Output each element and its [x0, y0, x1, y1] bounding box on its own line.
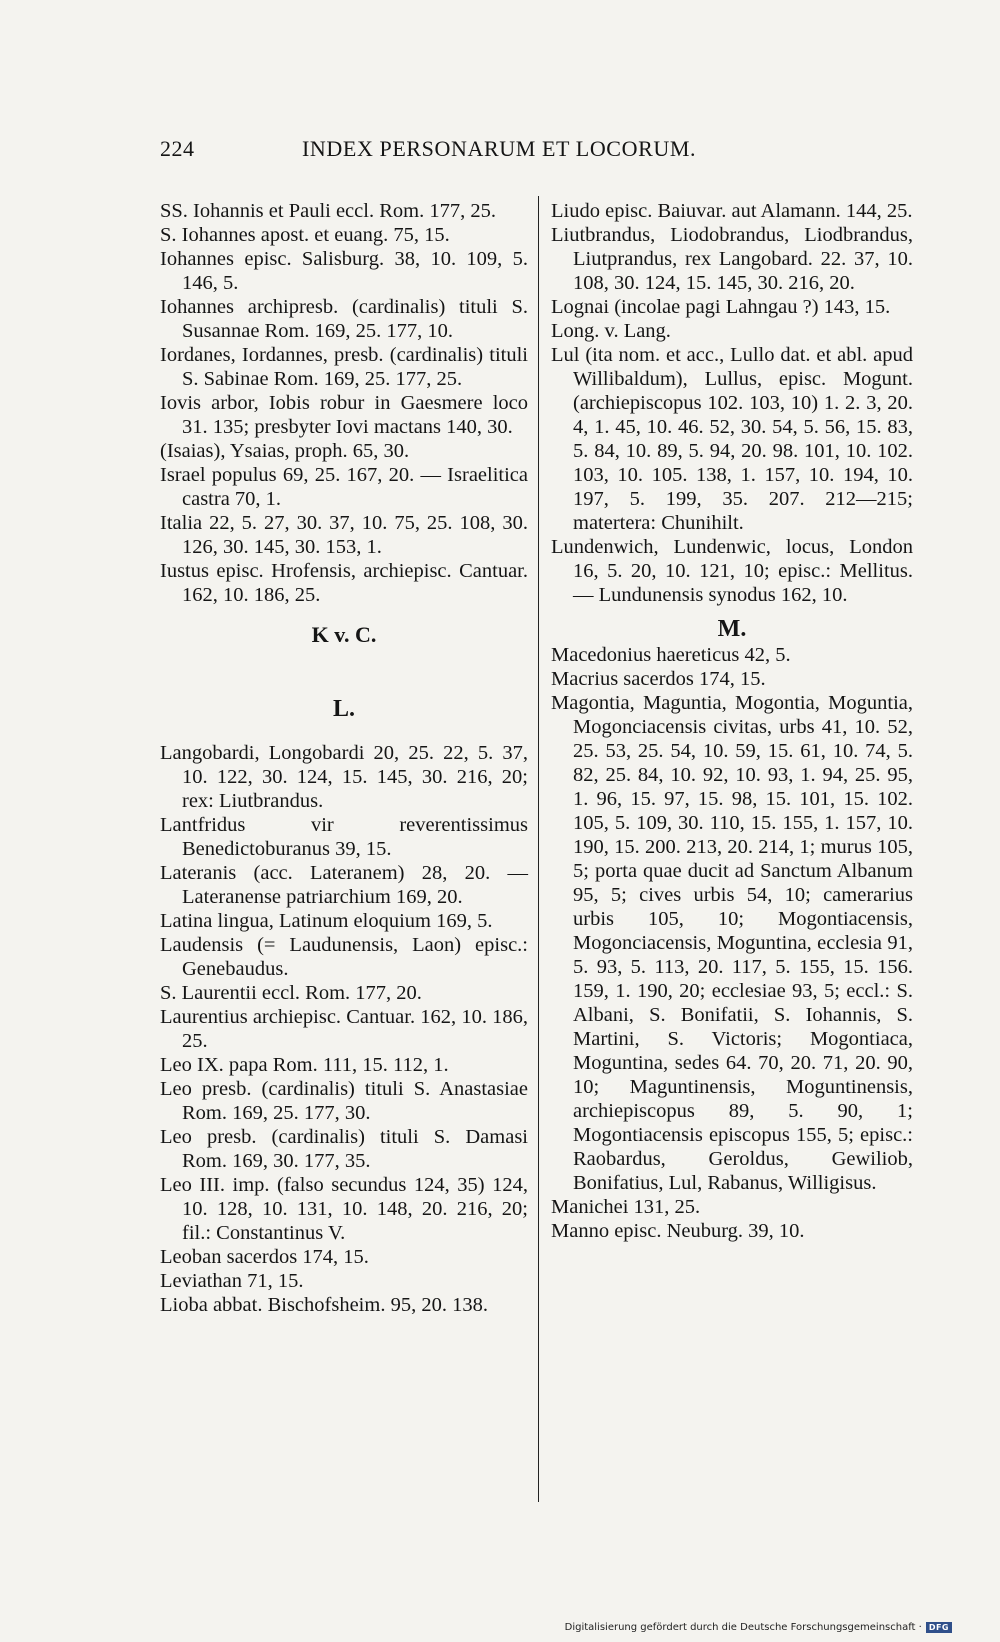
- index-entry: Lul (ita nom. et acc., Lullo dat. et abl. apud Willibaldum), Lullus, episc. Mogunt. (archiepiscopus 102. 103, 10) 1. 2. 3, 20. 4, 1. 45, 10. 46. 52, 30. 54, 5. 56, 15. 83, 5. 84, 10. 89, 5. 94, 20. 98. 101, 10. 102. 103, 10. 105. 138, 1. 157, 10. 194, 10. 197, 5. 199, 35. 207. 212—215; matertera: Chunihilt.: [551, 344, 913, 534]
- index-entry: Magontia, Maguntia, Mogontia, Moguntia, Mogonciacensis civitas, urbs 41, 10. 52, 25. 53, 25. 54, 10. 59, 15. 61, 10. 74, 5. 82, 25. 84, 10. 92, 10. 93, 1. 94, 25. 95, 1. 96, 15. 97, 15. 98, 15. 101, 15. 102. 105, 5. 109, 30. 110, 15. 155, 1. 157, 10. 190, 15. 200. 213, 20. 214, 1; murus 105, 5; porta quae ducit ad Sanctum Albanum 95, 5; cives urbis 54, 10; camerarius urbis 105, 10; Mogontiacensis, Mogonciacensis, Moguntina, ecclesia 91, 5. 93, 5. 113, 20. 117, 5. 155, 15. 156. 159, 1. 190, 20; ecclesiae 93, 5; eccl.: S. Albani, S. Bonifatii, S. Iohannis, S. Martini, S. Victoris; Mogontiaca, Moguntina, sedes 64. 70, 20. 71, 20. 90, 10; Maguntinensis, Moguntinensis, archiepiscopus 89, 5. 90, 1; Mogontiacensis episcopus 155, 5; episc.: Raobardus, Geroldus, Gewiliob, Bonifatius, Lul, Rabanus, Willigisus.: [551, 692, 913, 1194]
- left-entries-l: [160, 741, 528, 1317]
- index-entry: S. Laurentii eccl. Rom. 177, 20.: [160, 982, 422, 1004]
- index-entry: Iustus episc. Hrofensis, archiepisc. Cantuar. 162, 10. 186, 25.: [160, 560, 528, 606]
- page-number: 224: [160, 136, 195, 161]
- index-entry: Italia 22, 5. 27, 30. 37, 10. 75, 25. 108, 30. 126, 30. 145, 30. 153, 1.: [160, 512, 528, 558]
- footer-text: Digitalisierung gefördert durch die Deutsche Forschungsgemeinschaft ·: [564, 1622, 922, 1633]
- index-entry: Iohannes episc. Salisburg. 38, 10. 109, 5. 146, 5.: [160, 248, 528, 294]
- index-entry: Leo presb. (cardinalis) tituli S. Anastasiae Rom. 169, 25. 177, 30.: [160, 1078, 528, 1124]
- column-divider: [538, 196, 539, 1502]
- index-entry: Macedonius haereticus 42, 5.: [551, 644, 791, 666]
- index-entry: Lateranis (acc. Lateranem) 28, 20. — Lateranense patriarchium 169, 20.: [160, 862, 528, 908]
- index-entry: Iovis arbor, Iobis robur in Gaesmere loco 31. 135; presbyter Iovi mactans 140, 30.: [160, 392, 528, 438]
- index-entry: SS. Iohannis et Pauli eccl. Rom. 177, 25.: [160, 200, 496, 222]
- index-entry: Latina lingua, Latinum eloquium 169, 5.: [160, 910, 493, 932]
- index-entry: Leo presb. (cardinalis) tituli S. Damasi Rom. 169, 30. 177, 35.: [160, 1126, 528, 1172]
- index-entry: Iohannes archipresb. (cardinalis) tituli S. Susannae Rom. 169, 25. 177, 10.: [160, 296, 528, 342]
- index-entry: Long. v. Lang.: [551, 320, 671, 342]
- index-entry: Leoban sacerdos 174, 15.: [160, 1246, 369, 1268]
- section-heading-k: K v. C.: [311, 622, 377, 647]
- index-entry: Manichei 131, 25.: [551, 1196, 701, 1218]
- index-entry: Manno episc. Neuburg. 39, 10.: [551, 1220, 805, 1242]
- index-entry: (Isaias), Ysaias, proph. 65, 30.: [160, 440, 410, 462]
- index-entry: Lioba abbat. Bischofsheim. 95, 20. 138.: [160, 1294, 488, 1316]
- left-column: [160, 199, 528, 1317]
- index-entry: Langobardi, Longobardi 20, 25. 22, 5. 37, 10. 122, 30. 124, 15. 145, 30. 216, 20; rex: Liutbrandus.: [160, 742, 528, 812]
- index-entry: Leviathan 71, 15.: [160, 1270, 304, 1292]
- left-entries-top: [160, 199, 528, 607]
- index-entry: Iordanes, Iordannes, presb. (cardinalis) tituli S. Sabinae Rom. 169, 25. 177, 25.: [160, 344, 528, 390]
- section-heading-l: L.: [332, 696, 355, 722]
- index-entry: Lognai (incolae pagi Lahngau ?) 143, 15.: [551, 296, 891, 318]
- index-entry: Leo IX. papa Rom. 111, 15. 112, 1.: [160, 1054, 449, 1076]
- digitization-footer: [565, 1622, 952, 1633]
- dfg-logo-icon: DFG: [926, 1622, 952, 1633]
- right-entries-m: [551, 643, 913, 1243]
- index-entry: Lantfridus vir reverentissimus Benedictoburanus 39, 15.: [160, 814, 528, 860]
- section-heading-m: M.: [717, 616, 747, 642]
- index-entry: Israel populus 69, 25. 167, 20. — Israelitica castra 70, 1.: [160, 464, 528, 510]
- index-entry: Leo III. imp. (falso secundus 124, 35) 124, 10. 128, 10. 131, 10. 148, 20. 216, 20; fil.: Constantinus V.: [160, 1174, 528, 1244]
- index-entry: Liudo episc. Baiuvar. aut Alamann. 144, 25.: [551, 200, 913, 222]
- index-entry: Macrius sacerdos 174, 15.: [551, 668, 766, 690]
- index-entry: Laurentius archiepisc. Cantuar. 162, 10. 186, 25.: [160, 1006, 528, 1052]
- right-entries-top: [551, 199, 913, 607]
- index-entry: S. Iohannes apost. et euang. 75, 15.: [160, 224, 450, 246]
- right-column: [551, 199, 913, 1243]
- running-head: INDEX PERSONARUM ET LOCORUM.: [302, 136, 697, 161]
- index-entry: Lundenwich, Lundenwic, locus, London 16, 5. 20, 10. 121, 10; episc.: Mellitus. — Lundunensis synodus 162, 10.: [551, 536, 913, 606]
- index-entry: Laudensis (= Laudunensis, Laon) episc.: Genebaudus.: [160, 934, 528, 980]
- index-entry: Liutbrandus, Liodobrandus, Liodbrandus, Liutprandus, rex Langobard. 22. 37, 10. 108, 30. 124, 15. 145, 30. 216, 20.: [551, 224, 913, 294]
